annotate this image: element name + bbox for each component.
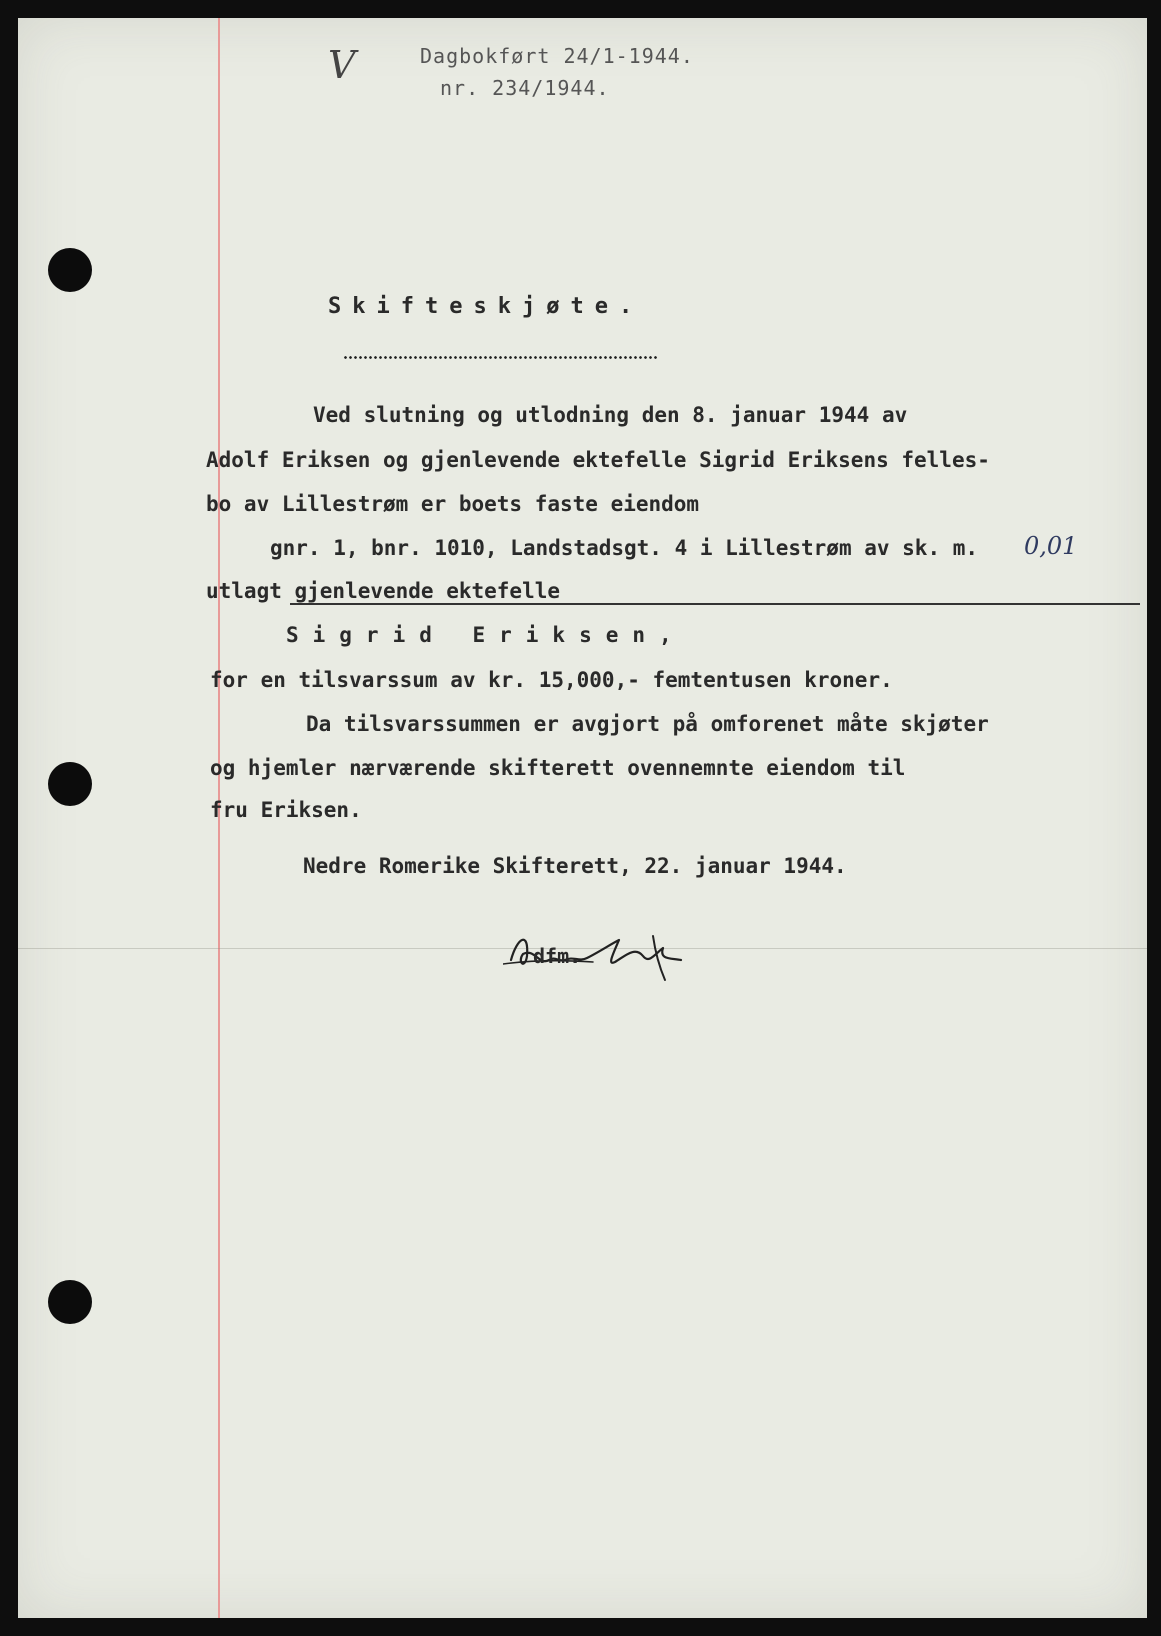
place-date: Nedre Romerike Skifterett, 22. januar 1944. <box>303 854 847 878</box>
body-line: utlagt gjenlevende ektefelle <box>206 579 561 603</box>
document-title: Skifteskjøte. <box>328 294 644 319</box>
punch-hole <box>48 762 92 806</box>
handwritten-amount: 0,01 <box>1024 532 1078 560</box>
punch-hole <box>48 248 92 292</box>
registry-number: nr. 234/1944. <box>440 76 610 100</box>
recipient-name: Sigrid Eriksen, <box>286 623 686 647</box>
signatory-title: dfm. <box>533 944 582 968</box>
body-line: Adolf Eriksen og gjenlevende ektefelle Sigrid Eriksens felles- <box>206 448 990 472</box>
punch-hole <box>48 1280 92 1324</box>
document-page <box>18 18 1147 1618</box>
pencil-check-mark: V <box>328 43 356 87</box>
property-line: gnr. 1, bnr. 1010, Landstadsgt. 4 i Lillestrøm av sk. m. <box>270 536 979 560</box>
body-line: Ved slutning og utlodning den 8. januar 1944 av <box>313 403 908 427</box>
body-line: fru Eriksen. <box>210 798 362 822</box>
property-underline <box>290 603 1140 605</box>
body-line: Da tilsvarssummen er avgjort på omforenet måte skjøter <box>306 712 989 736</box>
title-dotted-underline <box>343 356 658 359</box>
body-line: og hjemler nærværende skifterett ovennemnte eiendom til <box>210 756 906 780</box>
registry-date: Dagbokført 24/1-1944. <box>420 44 694 68</box>
body-line: bo av Lillestrøm er boets faste eiendom <box>206 492 700 516</box>
body-line: for en tilsvarssum av kr. 15,000,- femtentusen kroner. <box>210 668 893 692</box>
